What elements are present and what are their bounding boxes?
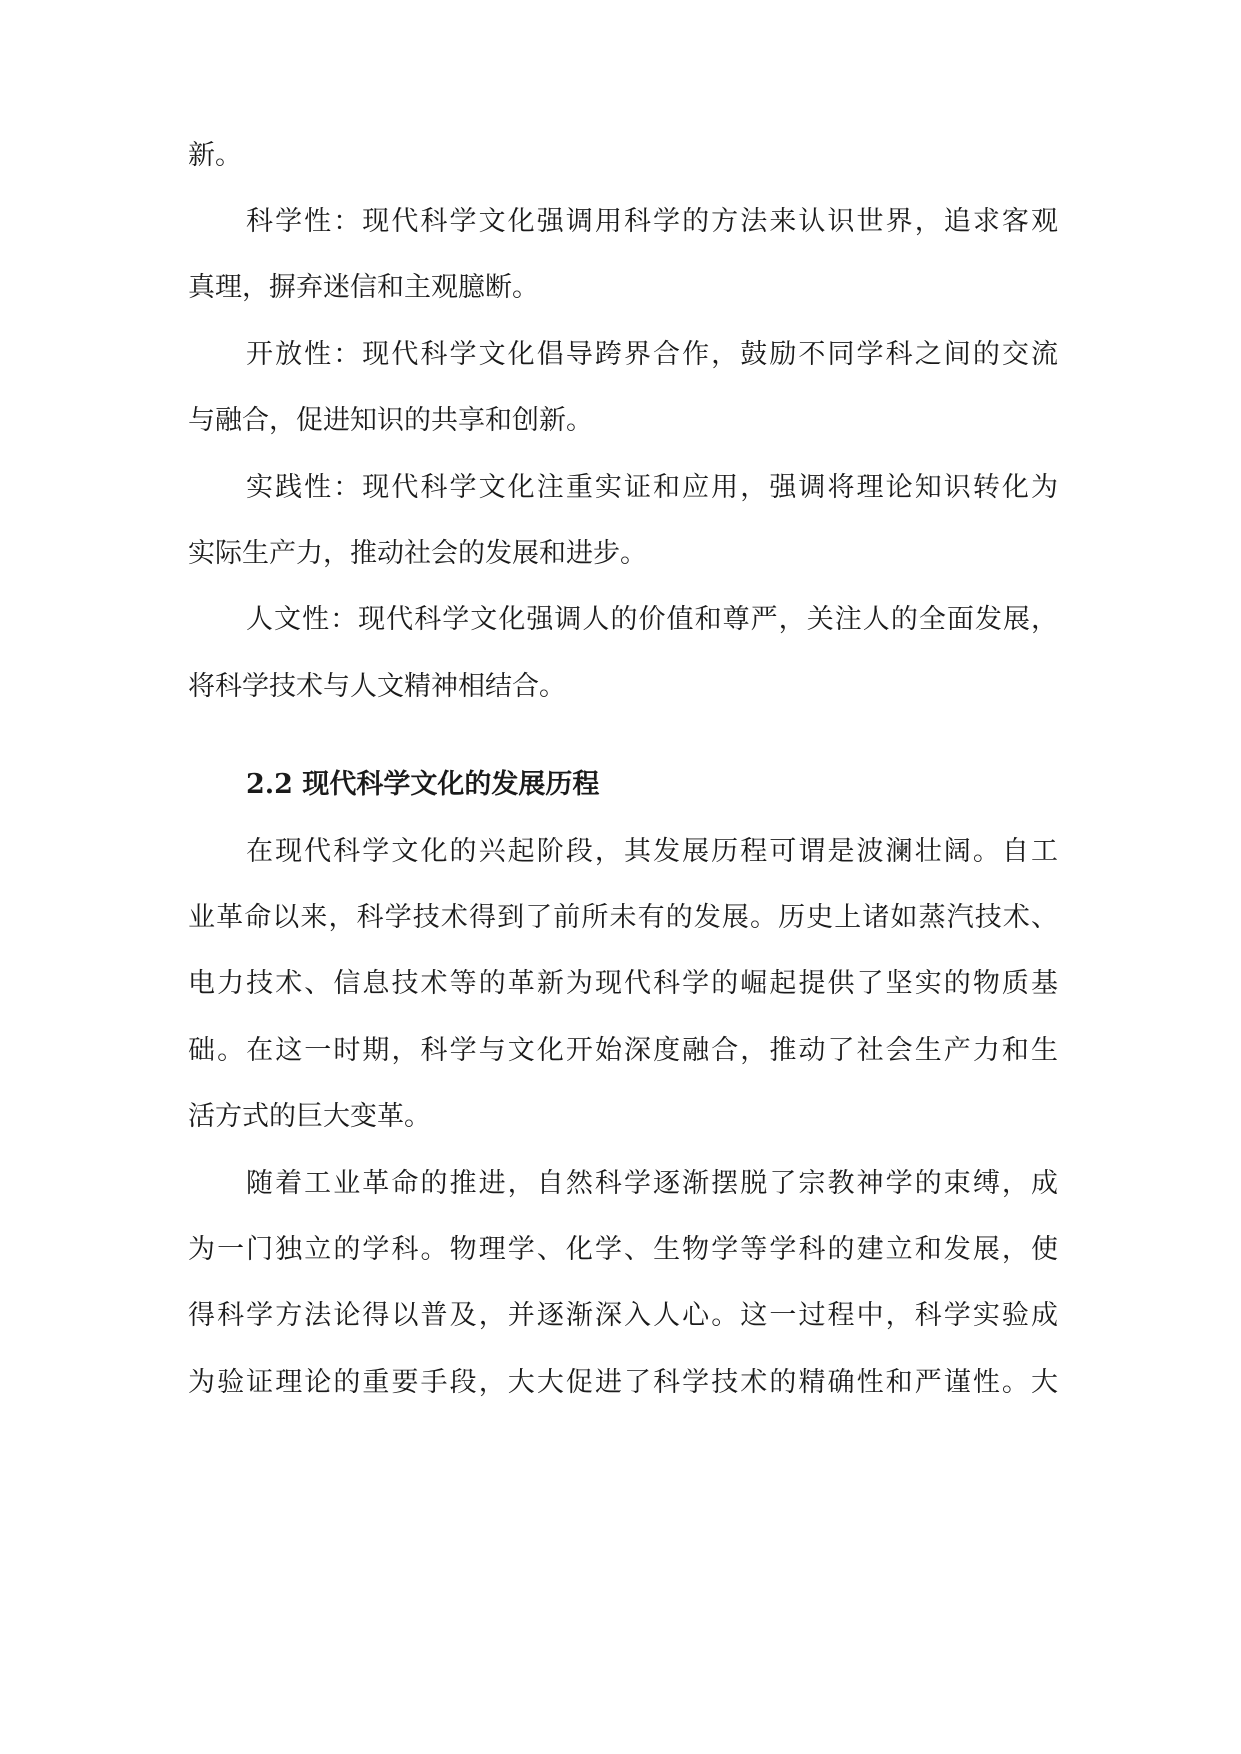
paragraph-line: 真理，摒弃迷信和主观臆断。	[188, 272, 539, 303]
paragraph-line: 活方式的巨大变革。	[188, 1101, 431, 1132]
section-heading: 2.2 现代科学文化的发展历程	[246, 769, 600, 800]
paragraph-line: 人文性：现代科学文化强调人的价值和尊严，关注人的全面发展，	[246, 604, 1058, 635]
paragraph-line: 将科学技术与人文精神相结合。	[188, 671, 566, 702]
paragraph-line: 科学性：现代科学文化强调用科学的方法来认识世界，追求客观	[246, 206, 1058, 237]
paragraph-line: 新。	[188, 140, 242, 171]
paragraph-line: 业革命以来，科学技术得到了前所未有的发展。历史上诸如蒸汽技术、	[188, 902, 1058, 933]
paragraph-line: 实践性：现代科学文化注重实证和应用，强调将理论知识转化为	[246, 472, 1058, 503]
paragraph-line: 在现代科学文化的兴起阶段，其发展历程可谓是波澜壮阔。自工	[246, 836, 1058, 867]
paragraph-line: 开放性：现代科学文化倡导跨界合作，鼓励不同学科之间的交流	[246, 339, 1058, 370]
paragraph-line: 电力技术、信息技术等的革新为现代科学的崛起提供了坚实的物质基	[188, 968, 1058, 999]
paragraph-line: 随着工业革命的推进，自然科学逐渐摆脱了宗教神学的束缚，成	[246, 1168, 1058, 1199]
paragraph-line: 础。在这一时期，科学与文化开始深度融合，推动了社会生产力和生	[188, 1035, 1058, 1066]
paragraph-line: 为验证理论的重要手段，大大促进了科学技术的精确性和严谨性。大	[188, 1367, 1058, 1398]
paragraph-line: 得科学方法论得以普及，并逐渐深入人心。这一过程中，科学实验成	[188, 1300, 1058, 1331]
paragraph-line: 为一门独立的学科。物理学、化学、生物学等学科的建立和发展，使	[188, 1234, 1058, 1265]
paragraph-line: 实际生产力，推动社会的发展和进步。	[188, 538, 647, 569]
paragraph-line: 与融合，促进知识的共享和创新。	[188, 405, 593, 436]
